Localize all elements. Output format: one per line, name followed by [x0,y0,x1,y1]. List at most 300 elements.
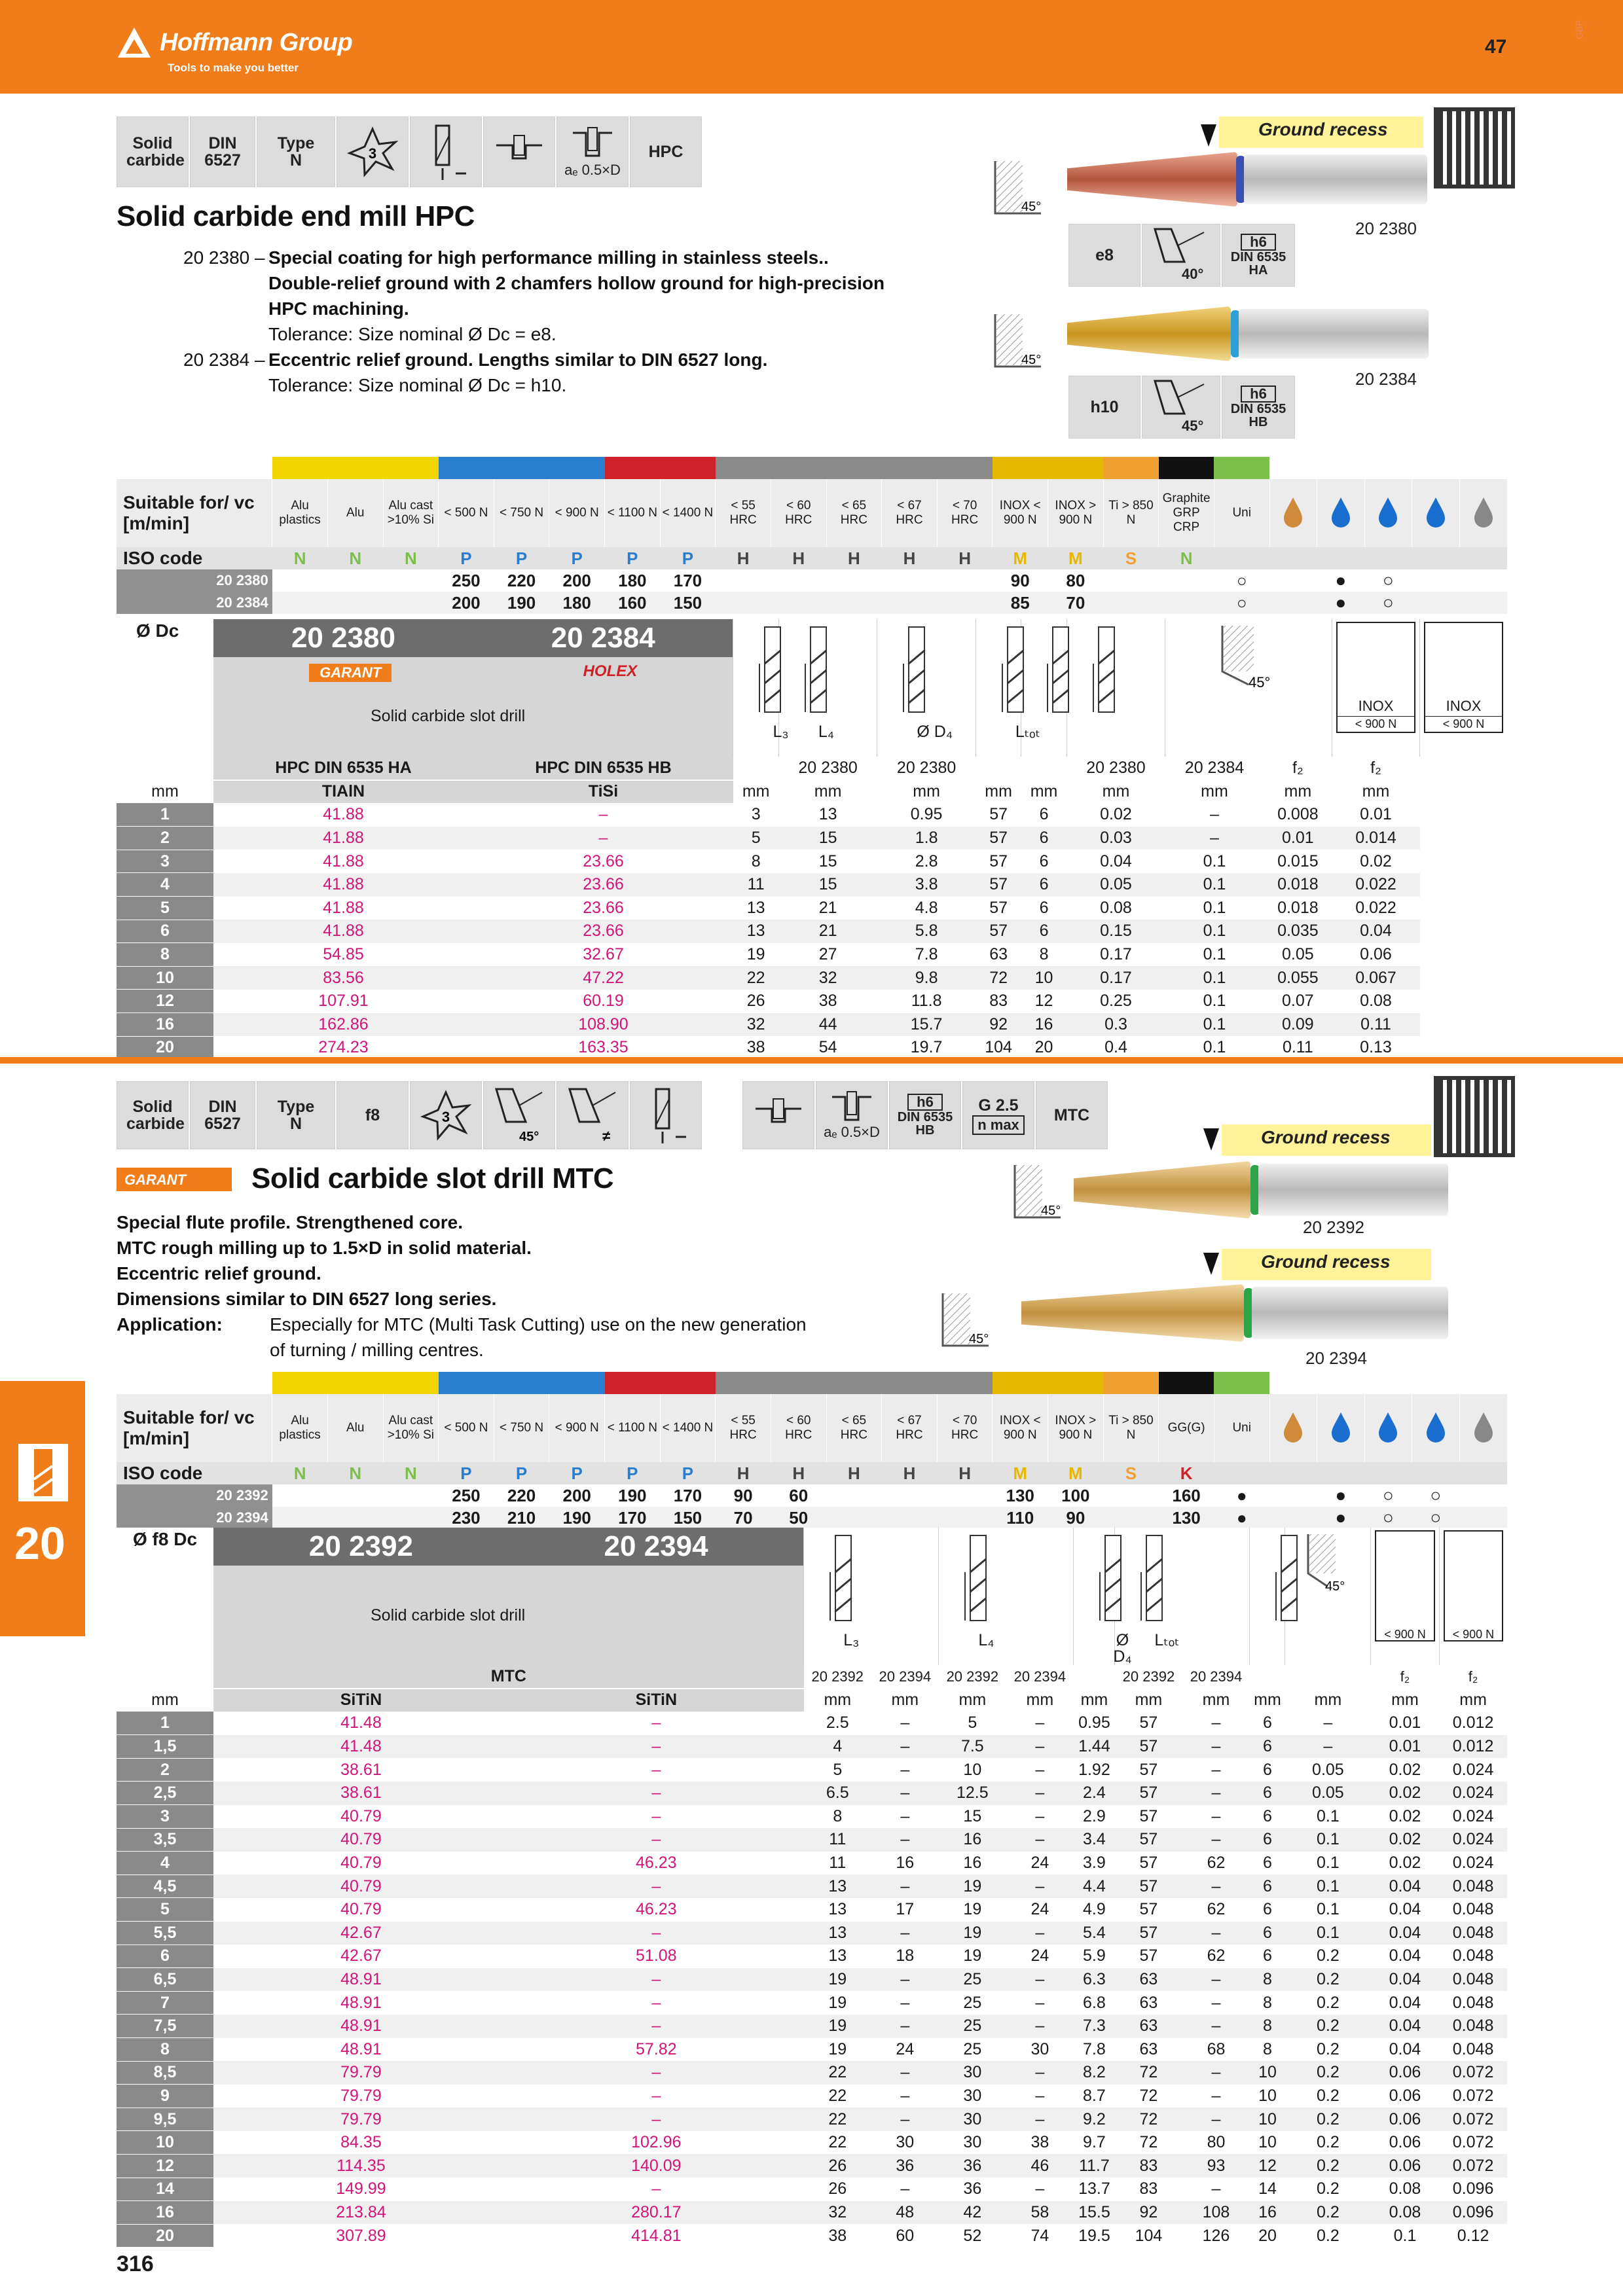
dimension-value: 30 [939,2061,1006,2085]
dimension-value: 0.2 [1285,2038,1371,2062]
unit-mm: mm [1102,781,1130,800]
material-color-bar [716,457,771,479]
dimension-value: 2.8 [877,850,976,873]
dimension-value: 42 [939,2201,1006,2225]
iso-cell: N [327,1462,383,1484]
dimension-value: 27 [778,943,877,967]
dimension-value: 0.096 [1439,2201,1507,2225]
diameter-cell: 2 [117,827,213,850]
material-color-bar [383,457,439,479]
dimension-value: 11 [804,1828,871,1852]
relief-angle-45-icon [483,1081,555,1149]
dimension-value: 8 [1250,2015,1285,2038]
dimension-value: 30 [871,2131,939,2155]
svg-text:≠: ≠ [602,1128,611,1144]
cutting-speed [1103,592,1159,614]
dimension-value: 0.2 [1285,1945,1371,1968]
dimension-value: 72 [1115,2131,1182,2155]
dimension-value: 0.048 [1439,2038,1507,2062]
ground-recess-label: Ground recess [1222,1249,1431,1280]
dimension-value: 19 [804,1991,871,2015]
shank-label: h6 [907,1094,943,1111]
section1-title: Solid carbide end mill HPC [117,200,475,232]
dimension-value: 24 [871,2038,939,2062]
iso-cell: P [660,1462,716,1484]
end-mill-2384-flutes [1067,306,1231,361]
dimension-value: 0.06 [1371,2085,1439,2108]
iso-blank [1459,547,1507,569]
price-20-2392: 40.79 [213,1874,509,1898]
dimension-value: 4 [804,1735,871,1759]
material-color-bar [882,1372,938,1394]
dimension-value: 0.02 [1371,1758,1439,1782]
dimension-value: – [871,1735,939,1759]
price-20-2394: – [509,2108,804,2131]
table-row [117,1922,1507,1945]
dimension-value: 6.5 [804,1782,871,1805]
dimension-value: 63 [1115,1968,1182,1992]
qr-code[interactable] [1438,1080,1511,1153]
dimension-value: 13 [804,1922,871,1945]
iso-blank [1412,1462,1460,1484]
price-20-2384: 23.66 [473,897,733,920]
material-color-bar [771,457,826,479]
dry-icon [1412,479,1460,547]
price-20-2392: 48.91 [213,1968,509,1992]
dimension-value: 0.04 [1067,850,1165,873]
cutting-speed [716,569,771,592]
dimension-value: 57 [1115,1852,1182,1875]
cutting-speed [327,569,383,592]
diameter-cell: 12 [117,2154,213,2178]
table-row [117,2224,1507,2248]
dimension-value: – [871,1758,939,1782]
dimension-value: 15 [778,873,877,897]
slot-drill-2392-shank [1258,1164,1448,1216]
dimension-value: 0.024 [1439,1782,1507,1805]
shank-label: h6 [1241,234,1276,251]
dimension-value: 0.01 [1371,1735,1439,1759]
dimension-value: – [1006,1828,1074,1852]
product-code-20-2384: 20 2384 [1355,369,1417,389]
material-color-bar [1103,1372,1159,1394]
brand-name: Hoffmann Group [160,29,353,56]
price-20-2392: 38.61 [213,1782,509,1805]
cutting-speed [1159,569,1214,592]
dimension-value: 0.05 [1285,1782,1371,1805]
dimension-value: 0.05 [1067,873,1165,897]
unit-mm: mm [824,1690,852,1709]
badge-text: DIN 6527 [204,134,241,170]
dimension-value: 3.4 [1074,1828,1115,1852]
din-label: DIN 6535 HA [1230,250,1286,278]
dimension-value: 63 [1115,2038,1182,2062]
dimension-table-mtc [117,1528,1507,2248]
dimension-value: 0.04 [1371,1874,1439,1898]
price-20-2384: 23.66 [473,850,733,873]
coolant-suitability: ○ [1364,569,1412,592]
price-20-2392: 79.79 [213,2108,509,2131]
fz-diagram-1: INOX < 900 N [1420,619,1507,757]
dimension-value: 0.09 [1264,1013,1332,1037]
dimension-value: 0.024 [1439,1828,1507,1852]
chamfer-label: 45° [1021,353,1042,367]
dimension-value: 36 [939,2178,1006,2201]
price-20-2392: 79.79 [213,2061,509,2085]
badge-type [257,117,335,187]
diameter-cell: 7 [117,1991,213,2015]
dimension-value: 15 [778,827,877,850]
dimension-value: 0.12 [1439,2224,1507,2248]
material-color-bar [439,1372,494,1394]
cutting-speed [272,1484,328,1507]
dimension-value: 63 [1115,1991,1182,2015]
dimension-value: 19 [733,943,778,967]
dimension-value: 0.11 [1264,1036,1332,1060]
article-code: 20 2384 [117,592,272,614]
coating-sitin: SiTiN [509,1689,804,1712]
price-20-2392: 40.79 [213,1898,509,1922]
section2-title: Solid carbide slot drill MTC [251,1162,614,1194]
unit-mm: mm [1080,1690,1108,1709]
diameter-cell: 5 [117,897,213,920]
material-color-bar [605,457,661,479]
dimension-value: 0.04 [1371,1991,1439,2015]
col-sub-header [733,757,778,780]
dimension-label: L₄ [818,723,834,741]
material-col-4: < 750 N [494,1394,549,1462]
dimension-value: 0.25 [1067,990,1165,1013]
section2-description [117,1210,902,1312]
dimension-value: 63 [976,943,1021,967]
price-20-2392: 48.91 [213,2015,509,2038]
end-mill-2380-flutes [1067,152,1237,207]
brand-logos [213,657,733,682]
dimension-value: 80 [1182,2131,1250,2155]
dimension-value: 0.04 [1371,1945,1439,1968]
dimension-value: 0.17 [1067,943,1165,967]
dimension-value: 11.7 [1074,2154,1115,2178]
article-code: 20 2392 [117,1484,272,1507]
material-color-bar [494,457,549,479]
iso-cell: M [993,1462,1048,1484]
material-color-bar [549,457,605,479]
iso-cell: H [826,547,882,569]
dimension-value: 9.8 [877,966,976,990]
material-col-11: < 67 HRC [882,479,938,547]
material-col-10: < 65 HRC [826,479,882,547]
unit-mm: mm [1362,781,1390,800]
badge-text: h10 [1090,397,1119,416]
dimension-value: 72 [1115,2085,1182,2108]
cutting-speed [771,569,826,592]
diameter-cell: 12 [117,990,213,1013]
dimension-value: 5 [804,1758,871,1782]
badge-text: Type N [277,1097,315,1133]
material-col-0: Alu plastics [272,1394,328,1462]
suitability-row [117,592,1507,614]
bar-spacer [117,457,272,479]
table-row [117,2061,1507,2085]
dimension-value: 0.07 [1264,990,1332,1013]
dimension-value: 32 [733,1013,778,1037]
cutting-speed [826,592,882,614]
dimension-value: 0.1 [1165,873,1264,897]
iso-cell: S [1103,1462,1159,1484]
material-col-16: GG(G) [1159,1394,1214,1462]
cutting-speed: 80 [1048,569,1104,592]
coolant-suitability [1269,1507,1317,1529]
dimension-value: 93 [1182,2154,1250,2178]
ae-label: aₑ 0.5×D [824,1124,880,1141]
badge-text: Type N [277,134,315,170]
material-col-12: < 70 HRC [937,479,993,547]
dimension-value: 1.44 [1074,1735,1115,1759]
table-row [117,1991,1507,2015]
chapter-tab[interactable] [0,1381,85,1636]
desc-line: MTC rough milling up to 1.5×D in solid material. [117,1238,532,1258]
cutting-speed [383,592,439,614]
iso-cell: M [993,547,1048,569]
dimension-value: 15 [778,850,877,873]
badge-text: e8 [1095,245,1114,264]
diameter-cell: 3 [117,850,213,873]
cutting-speed: 250 [439,569,494,592]
price-20-2392: 48.91 [213,1991,509,2015]
dimension-value: 2.4 [1074,1782,1115,1805]
mql-spray-icon [1364,479,1412,547]
dimension-value: – [871,2085,939,2108]
cutting-speed: 50 [771,1507,826,1529]
dimension-value: 58 [1006,2201,1074,2225]
cutting-speed [882,592,938,614]
chamfer-45-icon [989,154,1048,220]
material-col-6: < 1100 N [605,479,661,547]
dimension-value: 6 [1250,1782,1285,1805]
price-20-2392: 41.48 [213,1735,509,1759]
diameter-cell: 1 [117,803,213,827]
dimension-value: 22 [804,2061,871,2085]
dimension-value: 1.92 [1074,1758,1115,1782]
cutting-speed [383,569,439,592]
dimension-value: 19 [804,2038,871,2062]
unit-mm: mm [985,781,1012,800]
unit-mm: mm [151,1690,179,1709]
iso-cell [1214,547,1269,569]
dimension-value: 57 [976,920,1021,943]
dimension-value: 0.06 [1371,2154,1439,2178]
iso-cell: P [549,1462,605,1484]
din-label: DIN 6535 HB [1230,402,1286,429]
price-20-2384: 23.66 [473,920,733,943]
cutting-speed: 250 [439,1484,494,1507]
dimension-value: 0.072 [1439,2154,1507,2178]
table-row [117,1852,1507,1875]
coating-tisi: TiSi [473,780,733,804]
arrow-down-icon [1199,123,1218,149]
dimension-value: 10 [1250,2108,1285,2131]
material-col-6: < 1100 N [605,1394,661,1462]
dimension-value: 11 [804,1852,871,1875]
price-20-2384: 60.19 [473,990,733,1013]
dimension-value: 4.9 [1074,1898,1115,1922]
price-20-2394: – [509,1805,804,1829]
tool-dim-diagram [939,1528,1073,1659]
table-header-row [117,1528,1507,1566]
tool-dim-diagram [877,619,976,750]
cutting-direction-icon [630,1081,702,1149]
badge-text: DIN 6527 [204,1097,241,1133]
blank [117,757,213,780]
cutting-speed: 150 [660,1507,716,1529]
material-col-4: < 750 N [494,479,549,547]
material-col-13: INOX < 900 N [993,1394,1048,1462]
depth-ae-icon [556,117,629,187]
dimension-value: – [1006,2108,1074,2131]
dimension-value: 25 [939,1968,1006,1992]
dimension-value: 57 [1115,1805,1182,1829]
dimension-value: 63 [1115,2015,1182,2038]
dimension-value: – [1285,1712,1371,1735]
col-sub-header: 20 2394 [1190,1668,1243,1685]
cutting-speed: 90 [993,569,1048,592]
table-row [117,2201,1507,2225]
cutting-speed: 70 [716,1507,771,1529]
coolant-suitability [1269,569,1317,592]
coolant-suitability [1269,592,1317,614]
price-20-2392: 48.91 [213,2038,509,2062]
dimension-value: 5 [939,1712,1006,1735]
table-row [117,1945,1507,1968]
dimension-value: 0.1 [1165,1013,1264,1037]
dimension-value: 24 [1006,1898,1074,1922]
dimension-value: 0.1 [1165,850,1264,873]
coolant-suitability [1459,1507,1507,1529]
price-20-2394: – [509,1991,804,2015]
diameter-cell: 2 [117,1758,213,1782]
tool-dim-diagram [779,619,877,750]
dimension-value: 24 [1006,1945,1074,1968]
tool-dim-diagram [804,1528,938,1659]
price-20-2384: – [473,803,733,827]
chamfer-45-icon [1008,1158,1067,1224]
product-code-20-2392: 20 2392 [1303,1217,1364,1237]
dimension-value: 0.08 [1332,990,1419,1013]
cutting-speed: 90 [1048,1507,1104,1529]
dimension-value: 22 [804,2085,871,2108]
material-col-16: Graphite GRP CRP [1159,479,1214,547]
diameter-cell: 3 [117,1805,213,1829]
dimension-value: 57 [1115,1758,1182,1782]
dimension-value: 57 [1115,1922,1182,1945]
price-20-2392: 42.67 [213,1922,509,1945]
dimension-value: 0.1 [1285,1805,1371,1829]
material-col-9: < 60 HRC [771,479,826,547]
price-20-2394: – [509,1922,804,1945]
price-20-2394: 102.96 [509,2131,804,2155]
dimension-value: – [1182,1991,1250,2015]
diameter-cell: 8 [117,2038,213,2062]
unit-mm: mm [1026,1690,1054,1709]
dimension-value: 0.1 [1165,943,1264,967]
dimension-value: 0.2 [1285,1991,1371,2015]
dimension-value: 0.072 [1439,2131,1507,2155]
dimension-value: – [1006,1922,1074,1945]
dimension-value: 0.024 [1439,1805,1507,1829]
dimension-value: 13.7 [1074,2178,1115,2201]
dimension-value: 32 [804,2201,871,2225]
cutting-speed: 230 [439,1507,494,1529]
material-color-bar [327,457,383,479]
cutting-speed [1103,1507,1159,1529]
dimension-value: 0.024 [1439,1758,1507,1782]
cutting-speed [771,592,826,614]
dimension-value: 57 [1115,1735,1182,1759]
dimension-value: 0.067 [1332,966,1419,990]
bar-spacer [117,1372,272,1394]
dimension-value: 0.02 [1371,1805,1439,1829]
flutes-count: 3 [441,1109,450,1125]
iso-cell: N [327,547,383,569]
dimension-value: – [1006,1712,1074,1735]
application-label: Application: [117,1314,223,1335]
dimension-value: – [1182,2015,1250,2038]
table-row [117,920,1507,943]
dimension-value: 0.1 [1285,1828,1371,1852]
dimension-value: – [1182,1968,1250,1992]
dimension-value: 0.13 [1332,1036,1419,1060]
cutting-speed: 90 [716,1484,771,1507]
dimension-value: 0.2 [1285,2201,1371,2225]
dimension-value: 0.04 [1371,2015,1439,2038]
material-col-5: < 900 N [549,479,605,547]
qr-code[interactable] [1438,111,1511,185]
dimension-value: 6 [1250,1898,1285,1922]
price-20-2380: 41.88 [213,850,473,873]
language-code: GBP [1574,20,1584,39]
dimension-value: 57 [976,897,1021,920]
coolant-suitability [1269,1484,1317,1507]
shank-row [117,757,1507,780]
dimension-value: 0.024 [1439,1852,1507,1875]
dimension-value: 19 [939,1898,1006,1922]
chamfer-diagram [1165,619,1332,757]
dimension-value: 10 [939,1758,1006,1782]
material-col-15: Ti > 850 N [1103,479,1159,547]
fz-label: < 900 N [1384,1628,1426,1641]
dimension-value: 0.02 [1332,850,1419,873]
price-20-2394: – [509,1828,804,1852]
dimension-value: 0.015 [1264,850,1332,873]
bar-spacer [1364,1372,1412,1394]
dimension-value: 6 [1250,1735,1285,1759]
dimension-value: 25 [939,2015,1006,2038]
dimension-value: 18 [871,1945,939,1968]
col-sub-header [1250,1665,1285,1689]
dimension-value: 25 [939,2038,1006,2062]
chapter-number: 20 [14,1518,65,1569]
dimension-value: 46 [1006,2154,1074,2178]
dimension-value: 0.08 [1371,2201,1439,2225]
price-20-2392: 114.35 [213,2154,509,2178]
svg-text:45°: 45° [1249,674,1271,691]
cutting-speed [826,569,882,592]
iso-cell: H [771,1462,826,1484]
dimension-value: 0.2 [1285,2108,1371,2131]
table-row [117,990,1507,1013]
dimension-value: – [871,2108,939,2131]
price-20-2394: 57.82 [509,2038,804,2062]
